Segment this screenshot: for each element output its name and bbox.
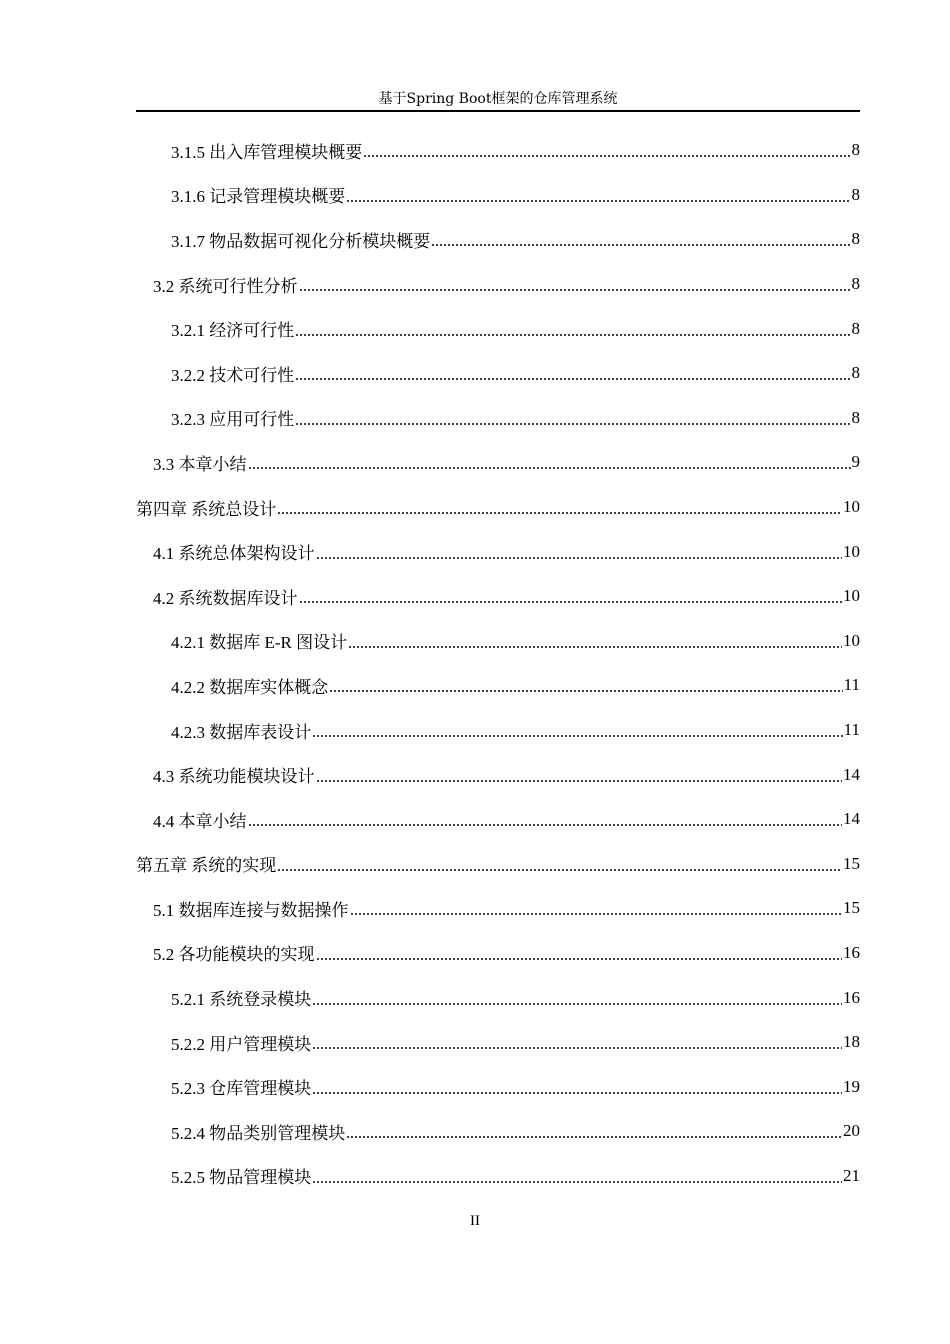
toc-entry-page: 10 [843,541,860,561]
toc-entry-page: 10 [843,497,860,517]
toc-dot-leader [312,1047,842,1049]
toc-dot-leader [295,378,850,380]
toc-entry-page: 11 [843,720,860,740]
toc-dot-leader [346,200,850,202]
toc-dot-leader [312,1181,842,1183]
toc-entry-page: 8 [851,407,860,427]
toc-entry-page: 8 [851,184,860,204]
toc-entry-page: 15 [843,853,860,873]
toc-dot-leader [312,1092,842,1094]
toc-entry[interactable] [136,351,860,396]
toc-entry-title: 4.2.2 数据库实体概念 [171,677,329,697]
toc-dot-leader [312,1003,842,1005]
toc-entry-title: 5.2.5 物品管理模块 [171,1168,312,1188]
toc-entry-page: 16 [843,987,860,1007]
toc-dot-leader [299,289,851,291]
toc-entry[interactable] [136,485,860,530]
toc-entry-title: 3.1.7 物品数据可视化分析模块概要 [171,231,431,251]
toc-entry-title: 5.2.3 仓库管理模块 [171,1079,312,1099]
toc-entry[interactable] [136,842,860,887]
toc-entry[interactable] [136,1064,860,1109]
toc-entry[interactable] [136,619,860,664]
toc-entry-title: 3.2.3 应用可行性 [171,410,295,430]
toc-entry-title: 4.2.1 数据库 E-R 图设计 [171,633,348,653]
toc-entry-title: 4.2 系统数据库设计 [153,588,298,608]
toc-entry-page: 19 [843,1076,860,1096]
toc-entry-title: 3.1.5 出入库管理模块概要 [171,142,363,162]
toc-dot-leader [431,244,850,246]
toc-entry-page: 16 [843,942,860,962]
toc-dot-leader [299,601,843,603]
toc-dot-leader [277,869,842,871]
header-rule [136,110,860,112]
toc-entry[interactable] [136,797,860,842]
toc-entry[interactable] [136,128,860,173]
running-header: 基于Spring Boot框架的仓库管理系统 [378,91,618,107]
toc-entry[interactable] [136,975,860,1020]
toc-dot-leader [316,780,843,782]
toc-entry[interactable] [136,752,860,797]
toc-entry-title: 5.2.2 用户管理模块 [171,1034,312,1054]
toc-entry-title: 3.2 系统可行性分析 [153,276,298,296]
table-of-contents [136,128,860,1198]
toc-dot-leader [316,557,843,559]
toc-entry-page: 10 [843,586,860,606]
toc-entry-title: 4.1 系统总体架构设计 [153,544,315,564]
toc-entry[interactable] [136,886,860,931]
toc-dot-leader [248,467,851,469]
toc-entry-page: 14 [843,809,860,829]
toc-entry-title: 4.3 系统功能模块设计 [153,767,315,787]
toc-entry-page: 15 [843,898,860,918]
toc-entry-title: 5.2.1 系统登录模块 [171,990,312,1010]
toc-entry[interactable] [136,663,860,708]
toc-dot-leader [312,735,842,737]
toc-entry[interactable] [136,262,860,307]
toc-entry[interactable] [136,1020,860,1065]
toc-entry[interactable] [136,574,860,619]
toc-entry[interactable] [136,217,860,262]
toc-entry-title: 5.2.4 物品类别管理模块 [171,1123,346,1143]
toc-dot-leader [363,155,850,157]
toc-dot-leader [248,824,843,826]
toc-entry-page: 8 [851,140,860,160]
toc-entry-page: 8 [851,318,860,338]
toc-dot-leader [316,958,843,960]
toc-entry-page: 20 [843,1121,860,1141]
toc-dot-leader [277,512,842,514]
toc-entry-page: 18 [843,1032,860,1052]
toc-entry-page: 8 [851,363,860,383]
toc-entry[interactable] [136,529,860,574]
toc-entry-page: 21 [843,1165,860,1185]
toc-entry-title: 第五章 系统的实现 [136,856,277,876]
toc-entry-page: 14 [843,764,860,784]
toc-dot-leader [350,913,843,915]
toc-entry-title: 4.4 本章小结 [153,811,247,831]
toc-entry[interactable] [136,1109,860,1154]
toc-entry-page: 9 [851,452,860,472]
toc-dot-leader [295,423,850,425]
toc-entry-page: 11 [843,675,860,695]
toc-entry[interactable] [136,931,860,976]
toc-dot-leader [329,690,842,692]
toc-entry[interactable] [136,708,860,753]
toc-entry-page: 8 [851,274,860,294]
toc-entry[interactable] [136,396,860,441]
toc-entry-title: 5.1 数据库连接与数据操作 [153,900,349,920]
toc-entry-title: 第四章 系统总设计 [136,499,277,519]
toc-entry-title: 5.2 各功能模块的实现 [153,945,315,965]
toc-dot-leader [348,646,842,648]
toc-entry-title: 4.2.3 数据库表设计 [171,722,312,742]
page-number: II [470,1213,480,1229]
toc-entry-title: 3.3 本章小结 [153,454,247,474]
toc-entry-title: 3.2.1 经济可行性 [171,321,295,341]
toc-dot-leader [295,334,850,336]
toc-entry-title: 3.1.6 记录管理模块概要 [171,187,346,207]
toc-entry[interactable] [136,440,860,485]
toc-entry-page: 8 [851,229,860,249]
toc-entry-title: 3.2.2 技术可行性 [171,365,295,385]
toc-entry-page: 10 [843,630,860,650]
toc-entry[interactable] [136,306,860,351]
toc-entry[interactable] [136,173,860,218]
toc-dot-leader [346,1136,842,1138]
toc-entry[interactable] [136,1154,860,1199]
